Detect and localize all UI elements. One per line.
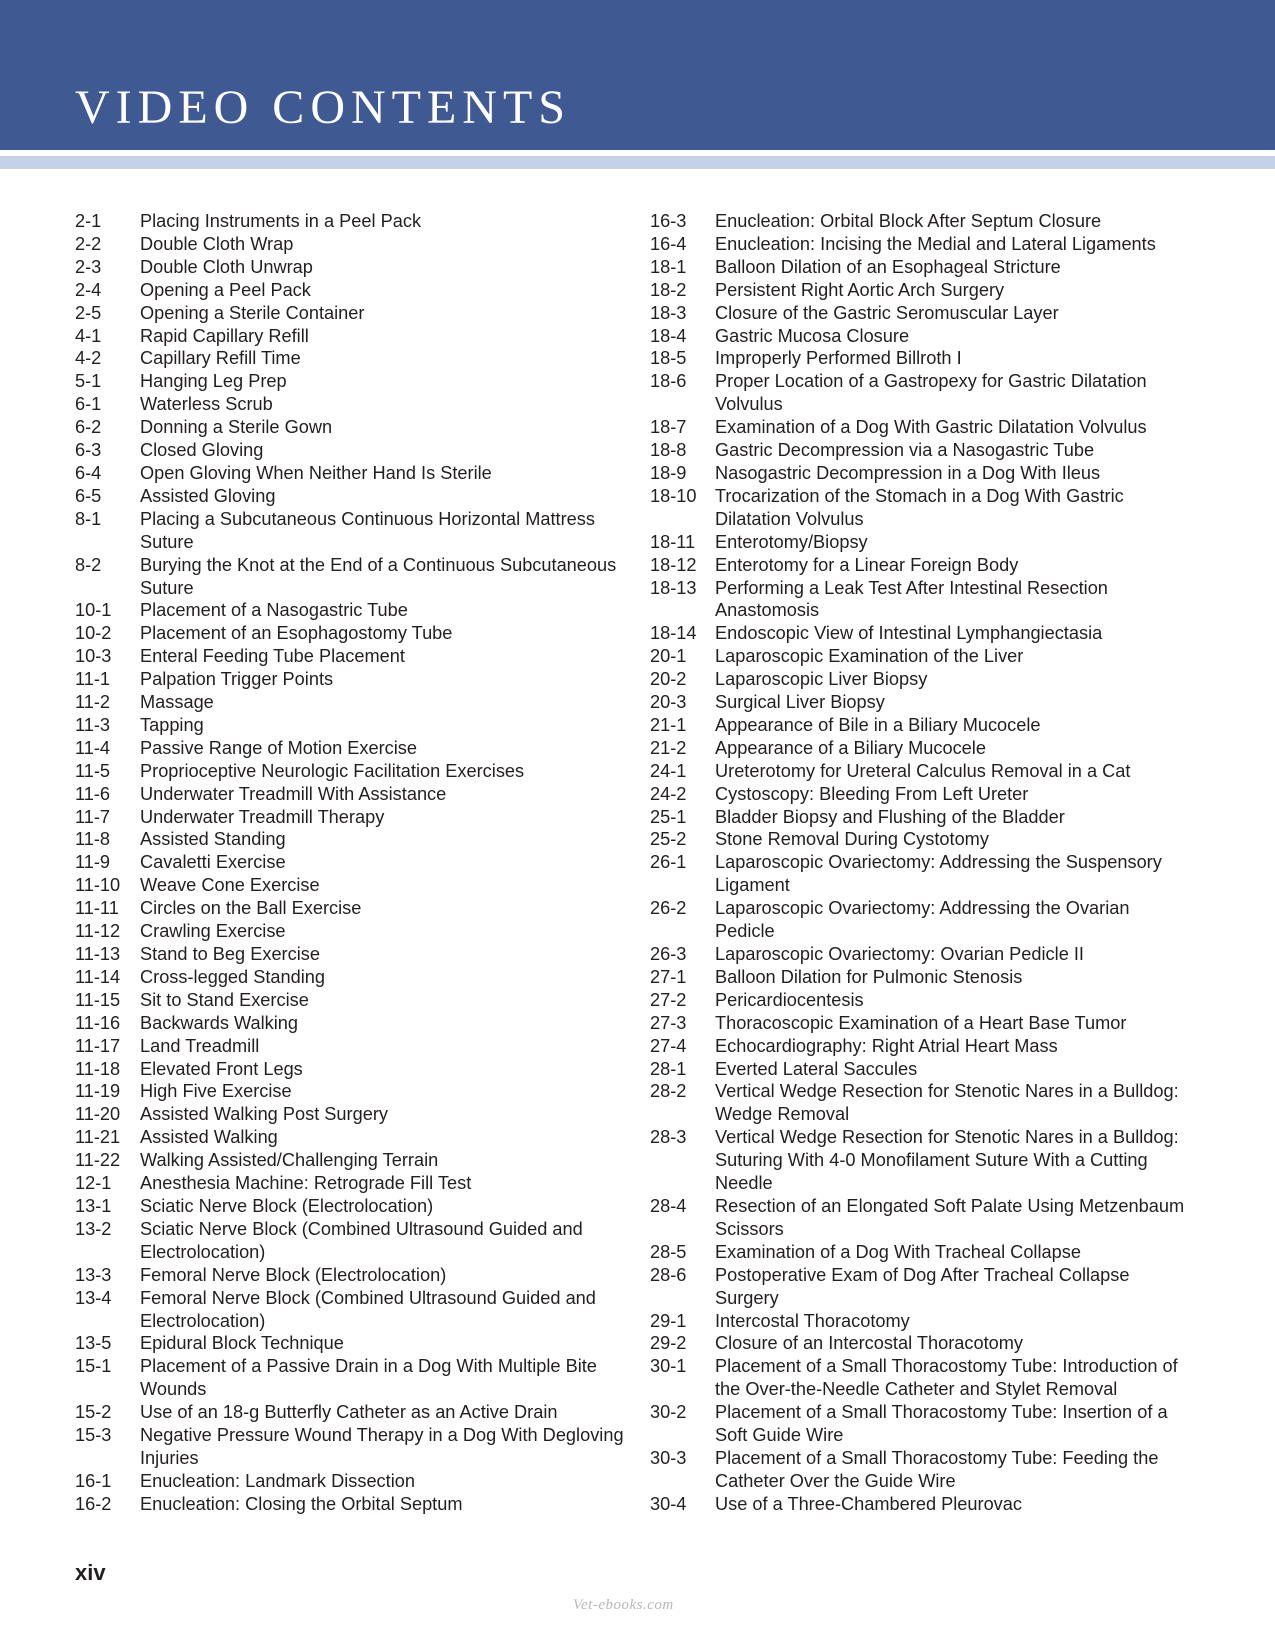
header-accent-rule — [0, 156, 1275, 169]
video-number: 18-3 — [650, 302, 687, 323]
video-number: 18-11 — [650, 531, 696, 552]
video-entry — [650, 1058, 1190, 1081]
video-title: Double Cloth Wrap — [140, 233, 294, 254]
video-entry — [75, 554, 635, 600]
video-entry — [650, 989, 1190, 1012]
video-entry — [75, 691, 635, 714]
video-entry — [75, 966, 635, 989]
video-entry — [75, 279, 635, 302]
video-number: 30-1 — [650, 1356, 687, 1377]
video-number: 30-4 — [650, 1493, 687, 1514]
video-entry — [650, 1310, 1190, 1333]
video-title: Trocarization of the Stomach in a Dog With Gastric Dilatation Volvulus — [715, 485, 1124, 529]
video-title: Walking Assisted/Challenging Terrain — [140, 1150, 439, 1171]
video-number: 18-10 — [650, 485, 697, 506]
video-entry — [650, 439, 1190, 462]
video-title: Placing Instruments in a Peel Pack — [140, 211, 422, 231]
video-title: Anesthesia Machine: Retrograde Fill Test — [140, 1173, 472, 1194]
video-title: Land Treadmill — [140, 1035, 260, 1056]
video-entry — [650, 279, 1190, 302]
video-number: 26-2 — [650, 898, 687, 919]
video-entry — [75, 1149, 635, 1172]
video-number: 18-12 — [650, 554, 697, 575]
video-title: Sciatic Nerve Block (Combined Ultrasound Guided and Electrolocation) — [140, 1218, 583, 1262]
video-number: 18-2 — [650, 279, 687, 300]
contents-column-right — [650, 210, 1190, 1516]
video-entry — [650, 966, 1190, 989]
video-number: 11-9 — [75, 852, 111, 873]
video-title: Tapping — [140, 714, 204, 735]
video-number: 27-4 — [650, 1035, 687, 1056]
video-entry — [75, 943, 635, 966]
contents-column-left — [75, 210, 635, 1516]
video-entry — [650, 1035, 1190, 1058]
video-title: Waterless Scrub — [140, 394, 273, 415]
video-title: Opening a Peel Pack — [140, 279, 311, 300]
video-number: 18-5 — [650, 348, 687, 369]
video-entry — [75, 920, 635, 943]
video-entry — [75, 416, 635, 439]
header-banner — [0, 0, 1275, 150]
video-title: Examination of a Dog With Gastric Dilatation Volvulus — [715, 417, 1147, 438]
video-number: 24-2 — [650, 783, 687, 804]
video-number: 11-14 — [75, 966, 121, 987]
video-number: 13-2 — [75, 1218, 112, 1239]
video-number: 11-3 — [75, 714, 111, 735]
video-title: Balloon Dilation of an Esophageal Stricture — [715, 256, 1061, 277]
video-title: Weave Cone Exercise — [140, 875, 320, 896]
video-title: Cystoscopy: Bleeding From Left Ureter — [715, 783, 1029, 804]
video-entry — [75, 1058, 635, 1081]
video-number: 2-4 — [75, 279, 102, 300]
video-number: 20-1 — [650, 646, 687, 667]
video-number: 20-3 — [650, 692, 687, 713]
video-number: 18-4 — [650, 325, 687, 346]
video-entry — [650, 325, 1190, 348]
page-title: VIDEO CONTENTS — [75, 81, 571, 134]
video-number: 2-5 — [75, 302, 102, 323]
video-title: Elevated Front Legs — [140, 1058, 303, 1079]
video-number: 5-1 — [75, 371, 102, 392]
video-number: 11-15 — [75, 989, 121, 1010]
video-entry — [650, 554, 1190, 577]
video-entry — [75, 1195, 635, 1218]
video-entry — [75, 302, 635, 325]
video-title: Epidural Block Technique — [140, 1333, 344, 1354]
video-number: 11-20 — [75, 1104, 121, 1125]
video-title: Ureterotomy for Ureteral Calculus Removal in a Cat — [715, 760, 1131, 781]
video-title: Vertical Wedge Resection for Stenotic Nares in a Bulldog: Suturing With 4-0 Monofilament Suture With a Cutting Needle — [715, 1127, 1179, 1194]
video-entry — [75, 256, 635, 279]
video-entry — [650, 668, 1190, 691]
video-number: 16-1 — [75, 1470, 112, 1491]
video-number: 27-1 — [650, 966, 687, 987]
video-entry — [650, 691, 1190, 714]
page-number: xiv — [75, 1560, 106, 1585]
video-entry — [75, 622, 635, 645]
video-entry — [650, 1195, 1190, 1241]
video-number: 11-2 — [75, 692, 111, 713]
video-title: Cross-legged Standing — [140, 966, 326, 987]
video-number: 18-9 — [650, 462, 687, 483]
video-entry — [650, 760, 1190, 783]
video-title: Negative Pressure Wound Therapy in a Dog With Degloving Injuries — [140, 1425, 624, 1468]
video-title: Stone Removal During Cystotomy — [715, 829, 989, 850]
video-entry — [650, 645, 1190, 668]
video-number: 11-12 — [75, 921, 121, 942]
video-number: 15-2 — [75, 1402, 112, 1423]
video-entry — [75, 393, 635, 416]
video-number: 24-1 — [650, 760, 687, 781]
video-entry — [650, 1241, 1190, 1264]
video-entry — [650, 1447, 1190, 1493]
video-title: Placing a Subcutaneous Continuous Horizontal Mattress Suture — [140, 508, 595, 552]
video-entry — [75, 737, 635, 760]
video-number: 11-1 — [75, 669, 111, 690]
video-title: Double Cloth Unwrap — [140, 256, 313, 277]
video-title: Proprioceptive Neurologic Facilitation Exercises — [140, 760, 525, 781]
video-number: 11-18 — [75, 1058, 121, 1079]
video-number: 10-1 — [75, 600, 112, 621]
video-entry — [75, 645, 635, 668]
video-entry — [650, 416, 1190, 439]
video-number: 2-2 — [75, 233, 102, 254]
video-entry — [650, 1080, 1190, 1126]
video-title: Intercostal Thoracotomy — [715, 1310, 910, 1331]
video-number: 11-10 — [75, 875, 121, 896]
video-entry — [650, 1012, 1190, 1035]
video-entry — [75, 1424, 635, 1470]
video-number: 2-3 — [75, 256, 102, 277]
video-number: 25-2 — [650, 829, 687, 850]
video-number: 29-2 — [650, 1333, 687, 1354]
video-entry — [650, 1355, 1190, 1401]
video-number: 27-2 — [650, 989, 687, 1010]
video-entry — [75, 599, 635, 622]
video-number: 13-5 — [75, 1333, 112, 1354]
video-number: 13-4 — [75, 1287, 112, 1308]
video-number: 11-16 — [75, 1012, 121, 1033]
video-entry — [75, 1264, 635, 1287]
video-number: 11-4 — [75, 737, 111, 758]
video-entry — [650, 737, 1190, 760]
video-title: Placement of a Nasogastric Tube — [140, 600, 408, 621]
video-title: Donning a Sterile Gown — [140, 417, 333, 438]
video-number: 8-1 — [75, 508, 102, 529]
video-title: Femoral Nerve Block (Combined Ultrasound Guided and Electrolocation) — [140, 1287, 596, 1331]
video-title: Hanging Leg Prep — [140, 371, 287, 392]
video-entry — [75, 783, 635, 806]
video-entry — [75, 1012, 635, 1035]
video-title: Assisted Standing — [140, 829, 286, 850]
video-title: Underwater Treadmill With Assistance — [140, 783, 447, 804]
video-entry — [75, 1172, 635, 1195]
video-title: Appearance of a Biliary Mucocele — [715, 737, 986, 758]
video-entry — [650, 531, 1190, 554]
video-number: 11-21 — [75, 1127, 121, 1148]
video-title: Persistent Right Aortic Arch Surgery — [715, 279, 1005, 300]
video-entry — [650, 485, 1190, 531]
video-number: 28-3 — [650, 1127, 687, 1148]
video-title: Use of an 18-g Butterfly Catheter as an Active Drain — [140, 1402, 558, 1423]
video-title: Laparoscopic Liver Biopsy — [715, 669, 928, 690]
video-title: Proper Location of a Gastropexy for Gastric Dilatation Volvulus — [715, 371, 1147, 415]
video-entry — [75, 439, 635, 462]
video-number: 28-4 — [650, 1195, 687, 1216]
video-title: Open Gloving When Neither Hand Is Sterile — [140, 462, 492, 483]
video-number: 27-3 — [650, 1012, 687, 1033]
video-entry — [75, 1355, 635, 1401]
video-title: Closure of the Gastric Seromuscular Layer — [715, 302, 1059, 323]
video-title: Performing a Leak Test After Intestinal Resection Anastomosis — [715, 577, 1108, 621]
video-entry — [75, 806, 635, 829]
video-number: 11-11 — [75, 898, 119, 919]
video-number: 29-1 — [650, 1310, 687, 1331]
video-title: Placement of a Passive Drain in a Dog With Multiple Bite Wounds — [140, 1356, 597, 1400]
video-entry — [650, 1401, 1190, 1447]
video-number: 18-1 — [650, 256, 687, 277]
video-title: Surgical Liver Biopsy — [715, 692, 885, 713]
video-number: 28-1 — [650, 1058, 687, 1079]
video-title: Palpation Trigger Points — [140, 669, 334, 690]
video-number: 4-1 — [75, 325, 102, 346]
video-number: 8-2 — [75, 554, 102, 575]
video-entry — [650, 462, 1190, 485]
video-title: Appearance of Bile in a Biliary Mucocele — [715, 714, 1041, 735]
video-entry — [650, 851, 1190, 897]
video-entry — [650, 714, 1190, 737]
video-title: Resection of an Elongated Soft Palate Using Metzenbaum Scissors — [715, 1195, 1185, 1239]
video-entry — [650, 1126, 1190, 1195]
watermark: Vet-ebooks.com — [573, 1597, 674, 1613]
video-title: Thoracoscopic Examination of a Heart Base Tumor — [715, 1012, 1127, 1033]
video-number: 26-3 — [650, 944, 687, 964]
video-number: 15-1 — [75, 1356, 112, 1377]
video-title: Enucleation: Orbital Block After Septum Closure — [715, 211, 1102, 231]
video-number: 28-5 — [650, 1241, 687, 1262]
video-title: Enucleation: Landmark Dissection — [140, 1470, 415, 1491]
video-title: Use of a Three-Chambered Pleurovac — [715, 1493, 1022, 1514]
video-title: Laparoscopic Ovariectomy: Ovarian Pedicle II — [715, 944, 1084, 964]
video-number: 16-2 — [75, 1493, 112, 1514]
video-number: 6-5 — [75, 485, 102, 506]
video-number: 28-6 — [650, 1264, 687, 1285]
video-number: 11-13 — [75, 944, 121, 964]
video-title: Burying the Knot at the End of a Continuous Subcutaneous Suture — [140, 554, 617, 598]
video-title: Enterotomy/Biopsy — [715, 531, 868, 552]
video-entry — [75, 1218, 635, 1264]
video-title: Circles on the Ball Exercise — [140, 898, 362, 919]
video-title: Passive Range of Motion Exercise — [140, 737, 417, 758]
video-entry — [650, 1264, 1190, 1310]
video-entry — [75, 1493, 635, 1516]
video-number: 30-2 — [650, 1402, 687, 1423]
video-title: Assisted Gloving — [140, 485, 276, 506]
video-title: Femoral Nerve Block (Electrolocation) — [140, 1264, 447, 1285]
video-title: Placement of an Esophagostomy Tube — [140, 623, 453, 644]
video-title: Placement of a Small Thoracostomy Tube: Introduction of the Over-the-Needle Catheter and Stylet Removal — [715, 1356, 1178, 1400]
video-number: 18-8 — [650, 440, 687, 461]
video-number: 2-1 — [75, 211, 102, 231]
video-number: 6-2 — [75, 417, 102, 438]
video-title: Laparoscopic Ovariectomy: Addressing the Suspensory Ligament — [715, 852, 1162, 896]
video-entry — [650, 897, 1190, 943]
video-entry — [650, 577, 1190, 623]
video-entry — [650, 943, 1190, 966]
video-title: Backwards Walking — [140, 1012, 299, 1033]
video-number: 12-1 — [75, 1173, 112, 1194]
video-entry — [75, 1126, 635, 1149]
video-entry — [75, 1470, 635, 1493]
video-entry — [75, 668, 635, 691]
video-title: Cavaletti Exercise — [140, 852, 286, 873]
video-number: 6-1 — [75, 394, 102, 415]
video-entry — [650, 256, 1190, 279]
video-entry — [75, 210, 635, 233]
video-title: Endoscopic View of Intestinal Lymphangiectasia — [715, 623, 1103, 644]
video-entry — [75, 1401, 635, 1424]
video-entry — [75, 828, 635, 851]
video-number: 11-8 — [75, 829, 111, 850]
video-number: 11-5 — [75, 760, 111, 781]
video-number: 20-2 — [650, 669, 687, 690]
video-number: 11-6 — [75, 783, 111, 804]
video-number: 28-2 — [650, 1081, 687, 1102]
video-number: 11-22 — [75, 1150, 121, 1171]
video-number: 10-2 — [75, 623, 112, 644]
video-number: 16-4 — [650, 233, 687, 254]
video-number: 30-3 — [650, 1447, 687, 1468]
video-number: 10-3 — [75, 646, 112, 667]
video-title: Enucleation: Closing the Orbital Septum — [140, 1493, 463, 1514]
video-entry — [75, 1103, 635, 1126]
video-entry — [650, 210, 1190, 233]
video-entry — [75, 1080, 635, 1103]
video-number: 15-3 — [75, 1425, 112, 1446]
video-entry — [650, 622, 1190, 645]
video-title: Assisted Walking — [140, 1127, 278, 1148]
video-number: 21-2 — [650, 737, 687, 758]
video-entry — [75, 347, 635, 370]
video-entry — [650, 370, 1190, 416]
video-number: 6-3 — [75, 440, 102, 461]
video-entry — [650, 806, 1190, 829]
video-entry — [75, 462, 635, 485]
video-title: Echocardiography: Right Atrial Heart Mass — [715, 1035, 1058, 1056]
video-entry — [650, 302, 1190, 325]
video-title: Examination of a Dog With Tracheal Collapse — [715, 1241, 1081, 1262]
video-title: Placement of a Small Thoracostomy Tube: Insertion of a Soft Guide Wire — [715, 1402, 1168, 1446]
video-title: Closed Gloving — [140, 440, 264, 461]
video-number: 13-3 — [75, 1264, 112, 1285]
video-number: 11-19 — [75, 1081, 121, 1102]
video-number: 18-13 — [650, 577, 697, 598]
video-title: Everted Lateral Saccules — [715, 1058, 918, 1079]
video-number: 6-4 — [75, 462, 102, 483]
video-number: 25-1 — [650, 806, 687, 827]
video-title: Enteral Feeding Tube Placement — [140, 646, 405, 667]
video-title: Nasogastric Decompression in a Dog With Ileus — [715, 462, 1101, 483]
video-title: Enucleation: Incising the Medial and Lateral Ligaments — [715, 233, 1156, 254]
video-number: 18-14 — [650, 623, 697, 644]
video-entry — [75, 325, 635, 348]
video-entry — [650, 233, 1190, 256]
video-entry — [75, 1287, 635, 1333]
video-title: Stand to Beg Exercise — [140, 944, 320, 964]
video-entry — [75, 1035, 635, 1058]
video-entry — [75, 874, 635, 897]
video-entry — [650, 828, 1190, 851]
video-number: 4-2 — [75, 348, 102, 369]
video-title: Crawling Exercise — [140, 921, 286, 942]
video-title: Placement of a Small Thoracostomy Tube: Feeding the Catheter Over the Guide Wire — [715, 1447, 1159, 1491]
video-entry — [650, 783, 1190, 806]
video-entry — [75, 714, 635, 737]
video-number: 18-6 — [650, 371, 687, 392]
video-entry — [75, 760, 635, 783]
video-title: Massage — [140, 692, 214, 713]
video-title: Sit to Stand Exercise — [140, 989, 309, 1010]
video-title: Gastric Mucosa Closure — [715, 325, 910, 346]
video-title: Laparoscopic Examination of the Liver — [715, 646, 1024, 667]
video-entry — [75, 508, 635, 554]
video-title: Improperly Performed Billroth I — [715, 348, 962, 369]
video-number: 11-17 — [75, 1035, 121, 1056]
video-number: 18-7 — [650, 417, 687, 438]
video-entry — [650, 1493, 1190, 1516]
video-title: Vertical Wedge Resection for Stenotic Nares in a Bulldog: Wedge Removal — [715, 1081, 1179, 1125]
video-title: Rapid Capillary Refill — [140, 325, 309, 346]
video-entry — [650, 347, 1190, 370]
video-title: Capillary Refill Time — [140, 348, 301, 369]
video-number: 13-1 — [75, 1195, 112, 1216]
video-number: 16-3 — [650, 211, 687, 231]
video-title: Gastric Decompression via a Nasogastric Tube — [715, 440, 1095, 461]
video-title: Sciatic Nerve Block (Electrolocation) — [140, 1195, 434, 1216]
video-title: Balloon Dilation for Pulmonic Stenosis — [715, 966, 1023, 987]
video-entry — [75, 897, 635, 920]
video-number: 11-7 — [75, 806, 111, 827]
video-entry — [75, 485, 635, 508]
video-title: Enterotomy for a Linear Foreign Body — [715, 554, 1019, 575]
video-entry — [75, 851, 635, 874]
video-title: Laparoscopic Ovariectomy: Addressing the Ovarian Pedicle — [715, 898, 1130, 942]
video-entry — [75, 1332, 635, 1355]
video-title: Opening a Sterile Container — [140, 302, 365, 323]
video-title: Assisted Walking Post Surgery — [140, 1104, 388, 1125]
video-entry — [75, 233, 635, 256]
video-title: Bladder Biopsy and Flushing of the Bladder — [715, 806, 1065, 827]
video-number: 26-1 — [650, 852, 687, 873]
video-title: High Five Exercise — [140, 1081, 292, 1102]
video-title: Postoperative Exam of Dog After Tracheal Collapse Surgery — [715, 1264, 1130, 1308]
video-entry — [75, 370, 635, 393]
video-entry — [650, 1332, 1190, 1355]
video-title: Pericardiocentesis — [715, 989, 864, 1010]
video-number: 21-1 — [650, 714, 687, 735]
video-entry — [75, 989, 635, 1012]
video-title: Closure of an Intercostal Thoracotomy — [715, 1333, 1023, 1354]
video-title: Underwater Treadmill Therapy — [140, 806, 385, 827]
